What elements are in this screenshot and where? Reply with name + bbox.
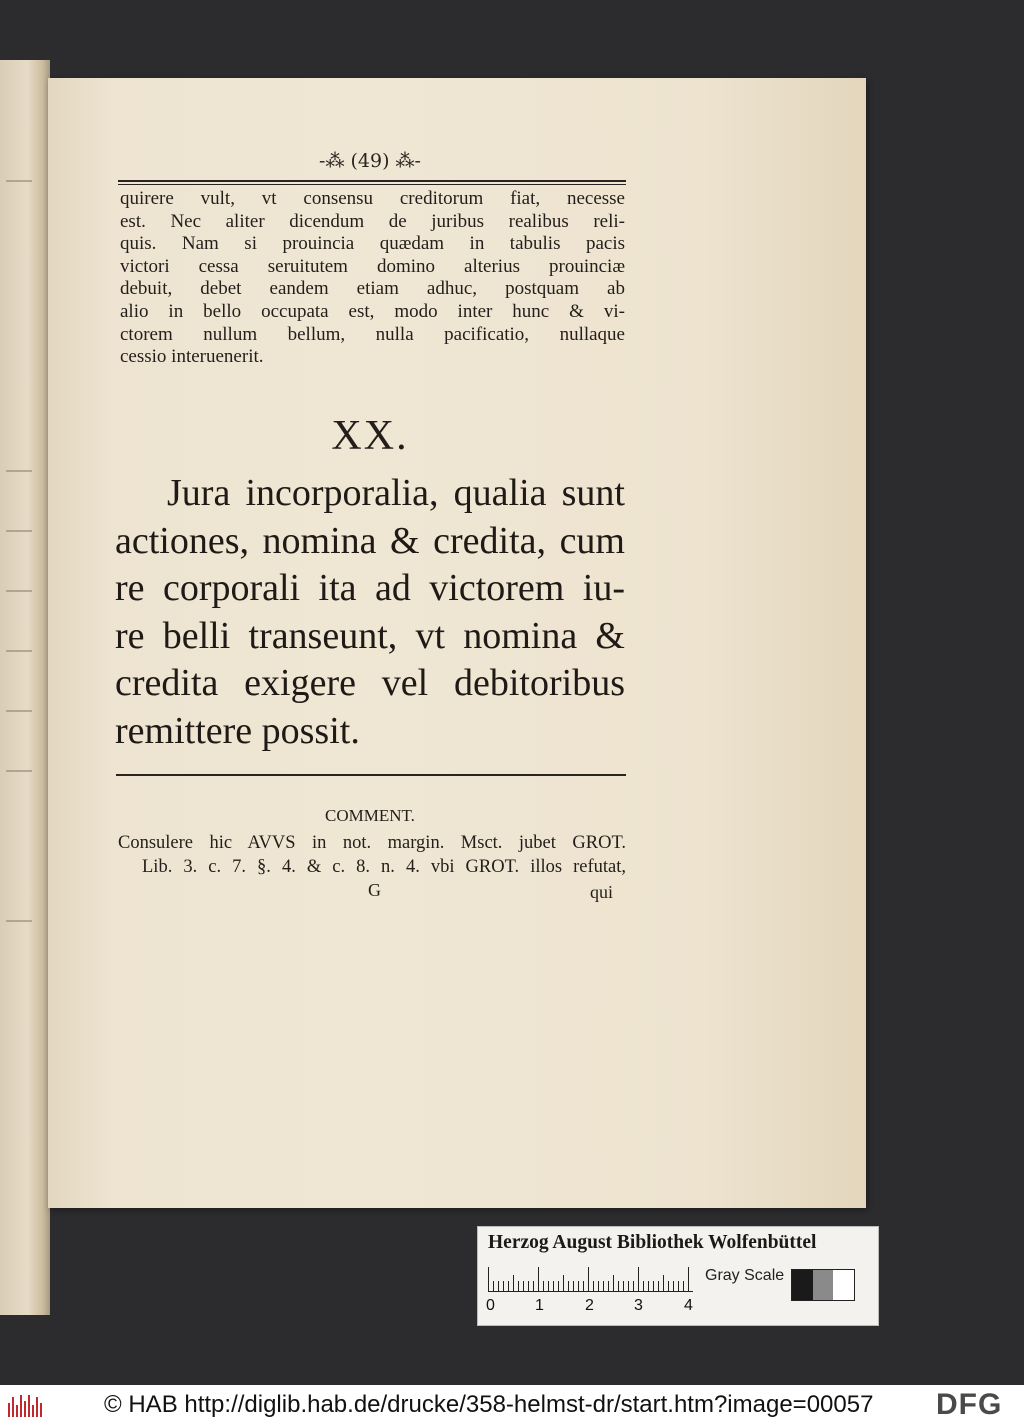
gray-swatch (792, 1270, 813, 1300)
adjacent-text-mark (6, 590, 32, 592)
section-divider (116, 774, 626, 776)
scale-tick (493, 1281, 494, 1291)
measurement-scale (488, 1265, 693, 1292)
thesis-line: credita exigere vel debitoribus (115, 662, 625, 704)
thesis-line: Jura incorporalia, qualia sunt (167, 472, 625, 514)
gray-scale-swatches (791, 1269, 855, 1301)
body-line: cessio interuenerit. (120, 346, 264, 368)
scale-tick (633, 1281, 634, 1291)
body-paragraph (120, 188, 625, 369)
adjacent-text-mark (6, 770, 32, 772)
scale-number: 0 (486, 1297, 495, 1314)
scale-tick (623, 1281, 624, 1291)
scale-tick (528, 1281, 529, 1291)
scale-tick (688, 1267, 689, 1291)
gray-swatch (833, 1270, 854, 1300)
scale-tick (538, 1267, 539, 1291)
adjacent-text-mark (6, 920, 32, 922)
thesis-line: actiones, nomina & credita, cum (115, 519, 625, 562)
scale-tick (508, 1281, 509, 1291)
body-line: alio in bello occupata est, modo inter hunc & vi- (120, 300, 625, 322)
scale-tick (518, 1281, 519, 1291)
body-line: ctorem nullum bellum, nulla pacificatio, nullaque (120, 323, 625, 345)
footer-bar (0, 1385, 1024, 1425)
adjacent-page-edge (0, 60, 50, 1315)
scale-tick (533, 1281, 534, 1291)
copyright-url[interactable]: © HAB http://diglib.hab.de/drucke/358-helmst-dr/start.htm?image=00057 (104, 1391, 874, 1418)
logo-bar (28, 1395, 30, 1417)
hab-logo-icon (8, 1395, 42, 1417)
scale-number: 4 (684, 1297, 693, 1314)
scale-tick (618, 1281, 619, 1291)
logo-bar (20, 1395, 22, 1417)
adjacent-text-mark (6, 530, 32, 532)
adjacent-text-mark (6, 180, 32, 182)
scale-tick (648, 1281, 649, 1291)
adjacent-text-mark (6, 470, 32, 472)
scale-numbers (488, 1297, 708, 1317)
scale-tick (593, 1281, 594, 1291)
comment-line: Lib. 3. c. 7. §. 4. & c. 8. n. 4. vbi GROT. illos refutat, (142, 857, 626, 877)
scale-tick (513, 1275, 514, 1291)
logo-bar (24, 1401, 26, 1417)
logo-bar (32, 1405, 34, 1417)
scale-tick (563, 1275, 564, 1291)
body-line: quirere vult, vt consensu creditorum fiat, necesse (120, 188, 625, 209)
gray-scale-label: Gray Scale (705, 1267, 785, 1284)
thesis-text (115, 470, 625, 755)
scale-tick (663, 1275, 664, 1291)
signature-mark: G (368, 880, 381, 900)
scale-tick (668, 1281, 669, 1291)
scale-tick (588, 1267, 589, 1291)
comment-text (118, 831, 626, 879)
scale-tick (488, 1267, 489, 1291)
scale-tick (603, 1281, 604, 1291)
scale-tick (638, 1267, 639, 1291)
header-rule-thin (118, 184, 626, 185)
scale-number: 3 (634, 1297, 643, 1314)
section-number: XX. (331, 413, 409, 459)
scale-tick (678, 1281, 679, 1291)
dfg-logo: DFG (936, 1388, 1003, 1421)
body-line: victori cessa seruitutem domino alterius prouinciæ (120, 255, 625, 277)
scale-tick (553, 1281, 554, 1291)
scale-tick (503, 1281, 504, 1291)
scale-tick (683, 1281, 684, 1291)
body-line: debuit, debet eandem etiam adhuc, postquam ab (120, 278, 625, 300)
thesis-line: remittere possit. (115, 709, 360, 752)
logo-bar (16, 1405, 18, 1417)
comment-line: Consulere hic AVVS in not. margin. Msct. jubet GROT. (118, 833, 626, 853)
header-rule (118, 180, 626, 182)
scale-tick (498, 1281, 499, 1291)
scale-tick (583, 1281, 584, 1291)
page-number-header: -⁂ (49) ⁂- (319, 150, 421, 172)
logo-bar (40, 1403, 42, 1417)
logo-bar (12, 1397, 14, 1417)
scale-number: 1 (535, 1297, 544, 1314)
gray-swatch (813, 1270, 834, 1300)
scale-tick (548, 1281, 549, 1291)
scale-tick (658, 1281, 659, 1291)
scale-tick (643, 1281, 644, 1291)
adjacent-text-mark (6, 710, 32, 712)
scale-tick (613, 1275, 614, 1291)
thesis-line: re corporali ita ad victorem iu- (115, 567, 625, 609)
scale-tick (628, 1281, 629, 1291)
thesis-line: re belli transeunt, vt nomina & (115, 614, 625, 657)
scale-tick (568, 1281, 569, 1291)
body-line: est. Nec aliter dicendum de juribus realibus reli- (120, 210, 625, 232)
logo-bar (8, 1403, 10, 1417)
scale-tick (558, 1281, 559, 1291)
logo-bar (36, 1397, 38, 1417)
scale-tick (608, 1281, 609, 1291)
scale-tick (578, 1281, 579, 1291)
adjacent-text-mark (6, 650, 32, 652)
scale-tick (598, 1281, 599, 1291)
comment-heading: COMMENT. (325, 806, 415, 825)
scale-tick (543, 1281, 544, 1291)
color-calibration-card (477, 1226, 879, 1326)
scale-tick (573, 1281, 574, 1291)
scale-tick (673, 1281, 674, 1291)
scale-number: 2 (585, 1297, 594, 1314)
institution-name: Herzog August Bibliothek Wolfenbüttel (488, 1232, 817, 1253)
scale-tick (653, 1281, 654, 1291)
scale-tick (523, 1281, 524, 1291)
body-line: quis. Nam si prouincia quædam in tabulis pacis (120, 233, 625, 255)
catchword: qui (590, 882, 614, 902)
